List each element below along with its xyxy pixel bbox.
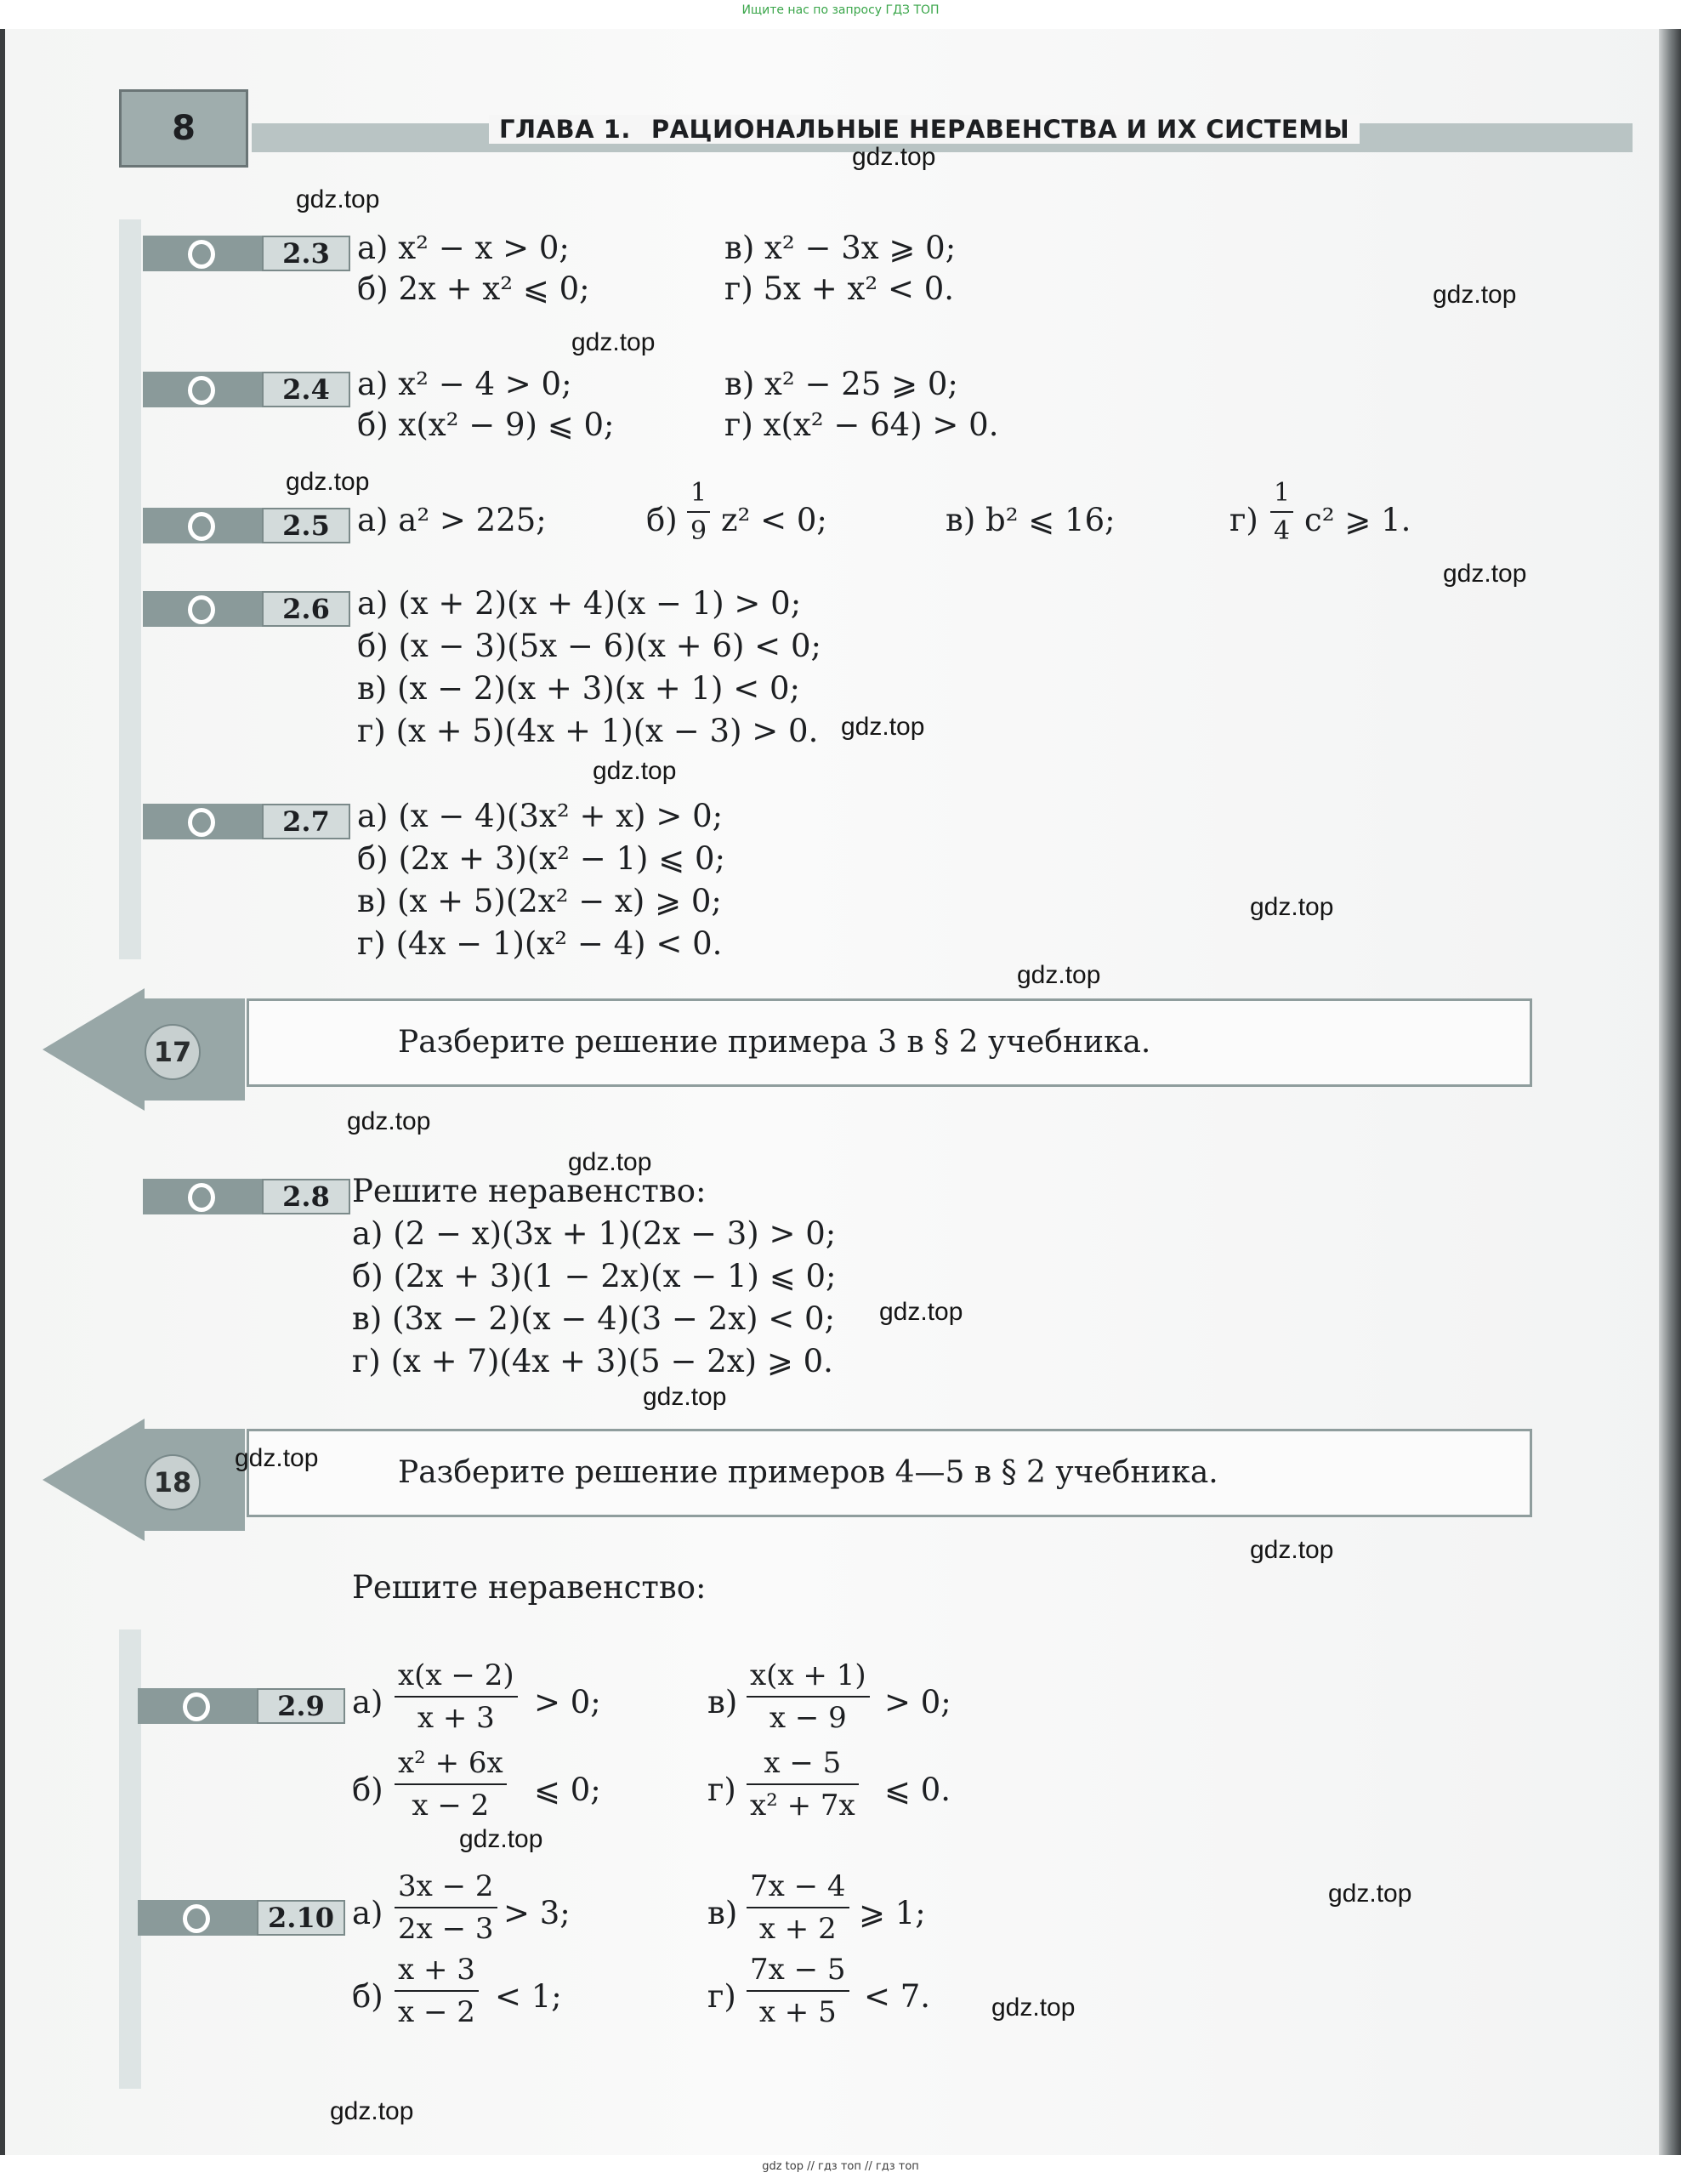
exercise-item-prefix: а) — [352, 1684, 383, 1720]
exercise-item-prefix: в) — [707, 1684, 738, 1720]
exercise-item: г) 5x + x² < 0. — [724, 270, 955, 307]
exercise-item: в) (x − 2)(x + 3)(x + 1) < 0; — [357, 670, 800, 707]
section-17-banner — [43, 988, 1505, 1111]
fraction-denominator: x² + 7x — [750, 1789, 855, 1823]
exercise-item-prefix: а) — [352, 1895, 383, 1931]
side-rail-top — [119, 219, 141, 959]
page-left-edge — [0, 29, 5, 2155]
watermark: gdz.top — [330, 2097, 414, 2125]
fraction-numerator: 7x − 5 — [747, 1953, 849, 1992]
exercise-item: < 7. — [864, 1978, 931, 2015]
bottom-note: gdz top // гдз топ // гдз топ — [762, 2160, 919, 2173]
exercise-item: г) (4x − 1)(x² − 4) < 0. — [357, 925, 723, 962]
exercise-item: > 3; — [503, 1895, 571, 1931]
exercise-item: c² ⩾ 1. — [1304, 502, 1411, 538]
exercise-item-prefix: в) — [707, 1895, 738, 1931]
exercise-item: а) x² − 4 > 0; — [357, 366, 572, 402]
fraction — [395, 1869, 497, 1946]
fraction-numerator: 1 — [687, 478, 710, 513]
watermark: gdz.top — [991, 1993, 1076, 2022]
fraction-numerator: x(x − 2) — [395, 1658, 518, 1698]
exercise-item: в) (3x − 2)(x − 4)(3 − 2x) < 0; — [352, 1300, 836, 1337]
section-18-banner — [43, 1419, 1505, 1541]
exercise-item: в) b² ⩽ 16; — [946, 502, 1116, 538]
circle-marker-icon — [188, 595, 215, 624]
exercise-item: б) x(x² − 9) ⩽ 0; — [357, 407, 615, 443]
fraction-denominator: 2x − 3 — [398, 1912, 494, 1946]
circle-marker-icon — [183, 1692, 210, 1721]
watermark: gdz.top — [286, 468, 370, 496]
fraction-denominator: x − 2 — [398, 1995, 475, 2029]
exercise-item-prefix: б) — [646, 502, 678, 538]
exercise-item: z² < 0; — [721, 502, 827, 538]
exercise-item-prefix: г) — [1230, 502, 1258, 538]
fraction-numerator: x(x + 1) — [747, 1658, 870, 1698]
watermark: gdz.top — [1017, 961, 1101, 989]
exercise-number: 2.8 — [262, 1179, 350, 1214]
exercise-item: < 1; — [495, 1978, 562, 2015]
fraction — [395, 1746, 507, 1823]
fraction-numerator: 1 — [1270, 478, 1293, 513]
arrow-left-icon — [43, 988, 145, 1111]
exercise-number: 2.3 — [262, 236, 350, 271]
watermark: gdz.top — [459, 1825, 543, 1853]
fraction-denominator: x + 5 — [758, 1995, 837, 2029]
watermark: gdz.top — [235, 1444, 319, 1472]
watermark: gdz.top — [1328, 1880, 1412, 1908]
fraction — [747, 1658, 870, 1735]
fraction — [747, 1746, 859, 1823]
fraction-numerator: x + 3 — [395, 1953, 479, 1992]
fraction-denominator: x − 9 — [769, 1701, 847, 1735]
arrow-left-icon — [43, 1419, 145, 1541]
exercise-item: > 0; — [534, 1684, 601, 1720]
watermark: gdz.top — [852, 143, 936, 171]
fraction — [395, 1953, 479, 2029]
exercise-item: в) x² − 3x ⩾ 0; — [724, 230, 957, 266]
exercise-item: а) (2 − x)(3x + 1)(2x − 3) > 0; — [352, 1215, 837, 1252]
fraction-numerator: x² + 6x — [395, 1746, 507, 1785]
section-number: 17 — [145, 1024, 201, 1080]
page-number: 8 — [119, 89, 248, 168]
watermark: gdz.top — [347, 1107, 431, 1135]
watermark: gdz.top — [296, 185, 380, 213]
exercise-item: в) x² − 25 ⩾ 0; — [724, 366, 958, 402]
chapter-heading — [489, 115, 1360, 144]
section-note: Разберите решение примера 3 в § 2 учебника. — [247, 998, 1532, 1087]
exercise-item: а) (x + 2)(x + 4)(x − 1) > 0; — [357, 585, 802, 622]
exercise-number: 2.9 — [257, 1688, 345, 1724]
fraction-numerator: x − 5 — [747, 1746, 859, 1785]
exercise-item: б) (2x + 3)(1 − 2x)(x − 1) ⩽ 0; — [352, 1258, 837, 1294]
circle-marker-icon — [183, 1904, 210, 1933]
fraction — [747, 1869, 849, 1946]
chapter-title: РАЦИОНАЛЬНЫЕ НЕРАВЕНСТВА И ИХ СИСТЕМЫ — [650, 115, 1350, 144]
instruction-text: Решите неравенство: — [352, 1569, 707, 1606]
watermark: gdz.top — [879, 1298, 963, 1326]
exercise-item: б) (x − 3)(5x − 6)(x + 6) < 0; — [357, 628, 821, 664]
circle-marker-icon — [188, 1183, 215, 1212]
fraction-denominator: x − 2 — [412, 1789, 490, 1823]
watermark: gdz.top — [568, 1148, 652, 1176]
exercise-item: > 0; — [884, 1684, 951, 1720]
circle-marker-icon — [188, 512, 215, 541]
fraction-denominator: x + 3 — [417, 1701, 495, 1735]
exercise-item: ⩽ 0; — [534, 1772, 601, 1808]
fraction — [747, 1953, 849, 2029]
section-number: 18 — [145, 1454, 201, 1510]
exercise-item: а) a² > 225; — [357, 502, 547, 538]
fraction-denominator: 4 — [1274, 516, 1291, 546]
exercise-item: ⩾ 1; — [859, 1895, 926, 1931]
exercise-item-prefix: б) — [352, 1772, 383, 1808]
exercise-item: а) (x − 4)(3x² + x) > 0; — [357, 798, 724, 834]
fraction-numerator: 3x − 2 — [395, 1869, 497, 1908]
fraction-denominator: 9 — [690, 516, 707, 546]
watermark: gdz.top — [1250, 1536, 1334, 1564]
fraction — [687, 478, 710, 546]
fraction — [395, 1658, 518, 1735]
exercise-item: а) x² − x > 0; — [357, 230, 570, 266]
exercise-item-prefix: г) — [707, 1978, 736, 2015]
exercise-item-prefix: г) — [707, 1772, 736, 1808]
watermark: gdz.top — [593, 757, 677, 785]
chapter-label: ГЛАВА 1. — [499, 115, 631, 144]
exercise-number: 2.6 — [262, 591, 350, 627]
exercise-item: г) (x + 7)(4x + 3)(5 − 2x) ⩾ 0. — [352, 1343, 833, 1379]
exercise-item-prefix: б) — [352, 1978, 383, 2015]
watermark: gdz.top — [1433, 281, 1517, 309]
exercise-item: ⩽ 0. — [884, 1772, 951, 1808]
watermark: gdz.top — [841, 713, 925, 741]
section-note: Разберите решение примеров 4—5 в § 2 учебника. — [247, 1429, 1532, 1517]
exercise-item: г) x(x² − 64) > 0. — [724, 407, 999, 443]
exercise-item: в) (x + 5)(2x² − x) ⩾ 0; — [357, 883, 722, 919]
exercise-number: 2.5 — [262, 508, 350, 543]
fraction-numerator: 7x − 4 — [747, 1869, 849, 1908]
exercise-number: 2.10 — [257, 1900, 345, 1936]
exercise-item: б) 2x + x² ⩽ 0; — [357, 270, 590, 307]
exercise-lead: Решите неравенство: — [352, 1173, 707, 1209]
watermark: gdz.top — [1443, 560, 1527, 588]
circle-marker-icon — [188, 808, 215, 837]
exercise-number: 2.7 — [262, 804, 350, 839]
fraction — [1270, 478, 1293, 546]
watermark: gdz.top — [643, 1383, 727, 1411]
watermark: gdz.top — [571, 328, 656, 356]
exercise-item: б) (2x + 3)(x² − 1) ⩽ 0; — [357, 840, 725, 877]
circle-marker-icon — [188, 376, 215, 405]
fraction-denominator: x + 2 — [758, 1912, 837, 1946]
circle-marker-icon — [188, 240, 215, 269]
book-spine — [1659, 29, 1681, 2155]
exercise-item: г) (x + 5)(4x + 1)(x − 3) > 0. — [357, 713, 819, 749]
watermark: gdz.top — [1250, 893, 1334, 921]
exercise-number: 2.4 — [262, 372, 350, 407]
top-note: Ищите нас по запросу ГДЗ ТОП — [741, 3, 940, 17]
